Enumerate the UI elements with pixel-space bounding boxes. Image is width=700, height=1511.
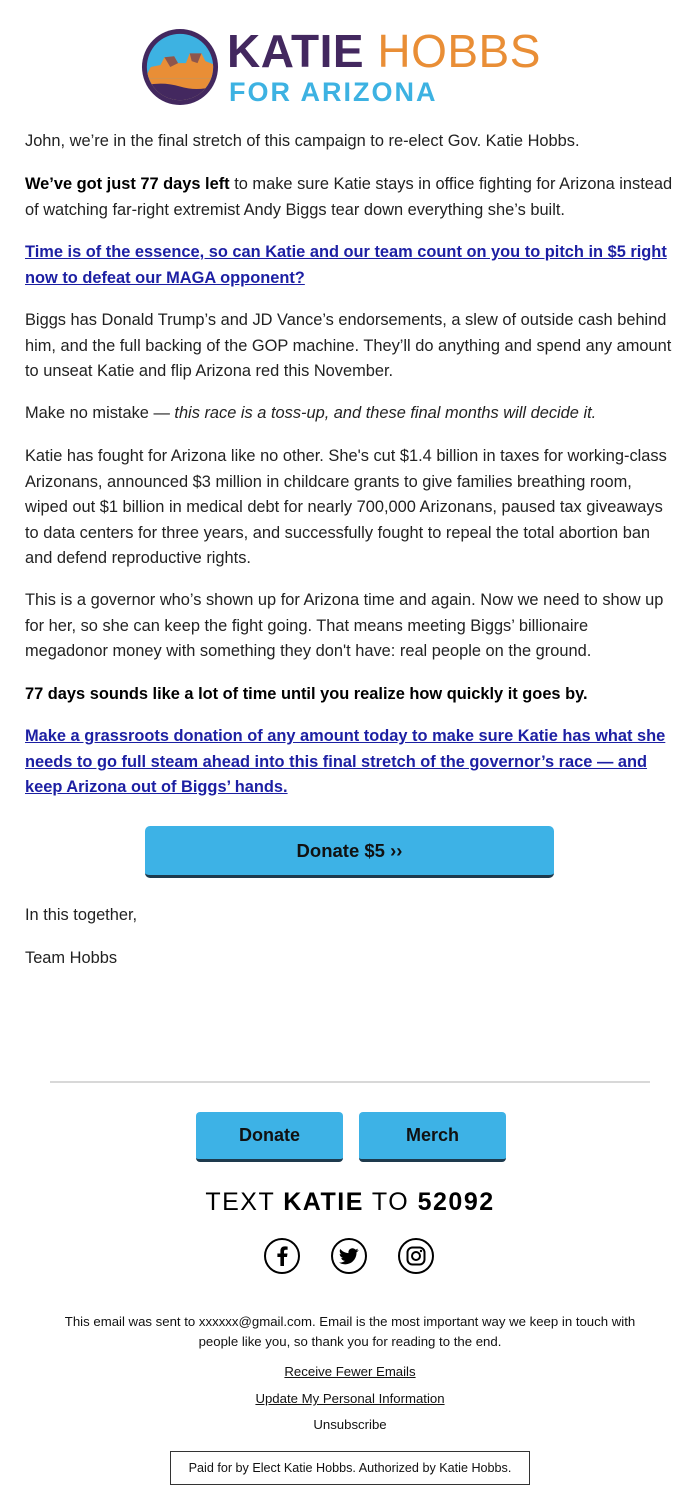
toss-up-paragraph — [25, 401, 673, 427]
days-left-paragraph — [25, 172, 673, 223]
paid-for-disclaimer: Paid for by Elect Katie Hobbs. Authorized by Katie Hobbs. — [170, 1451, 530, 1485]
signature-text: Team Hobbs — [25, 949, 118, 967]
logo-katie: KATIE — [227, 25, 365, 77]
logo-wordmark — [227, 25, 541, 77]
campaign-logo[interactable] — [141, 26, 561, 110]
record-paragraph: Katie has fought for Arizona like no other. She's cut $1.4 billion in taxes for working-class Arizonans, announced $3 million in childcare grants to give families breathing room, wiped out $1 billion in medical debt for nearly 700,000 Arizonans, paused tax giveaways to data centers for three years, and successfully fought to repeal the total abortion ban and defend reproductive rights. — [25, 447, 667, 567]
unsubscribe-link[interactable]: Unsubscribe — [313, 1417, 387, 1432]
text-prefix: TEXT — [205, 1188, 284, 1216]
grassroots-appeal-paragraph — [25, 724, 675, 801]
donate-5-button[interactable]: Donate $5 ›› — [145, 826, 554, 878]
signoff-text: In this together, — [25, 906, 138, 924]
toss-up-lead: Make no mistake — — [25, 404, 175, 422]
email-notice: This email was sent to xxxxxx@gmail.com. Email is the most important way we keep in touch with people like you, so thank you for reading to the end. — [64, 1314, 636, 1349]
update-personal-info-link[interactable]: Update My Personal Information — [255, 1391, 445, 1406]
facebook-icon[interactable] — [264, 1238, 300, 1274]
logo-hobbs: HOBBS — [377, 25, 541, 77]
arizona-mesa-emblem-icon — [141, 28, 219, 106]
fewer-emails-row — [0, 1363, 700, 1381]
instagram-glyph — [406, 1246, 426, 1266]
receive-fewer-emails-link[interactable]: Receive Fewer Emails — [284, 1364, 416, 1379]
logo-tagline: FOR ARIZONA — [229, 77, 438, 107]
show-up-paragraph: This is a governor who’s shown up for Arizona time and again. Now we need to show up for her, so she can keep the fight going. That means meeting Biggs’ billionaire megadonor money with something they don't have: real people on the ground. — [25, 591, 664, 660]
opponent-paragraph: Biggs has Donald Trump’s and JD Vance’s endorsements, a slew of outside cash behind him, and the full backing of the GOP machine. They’ll do anything and spend any amount to unseat Katie and flip Arizona red this November. — [25, 311, 672, 380]
intro-paragraph: John, we’re in the final stretch of this campaign to re-elect Gov. Katie Hobbs. — [25, 132, 580, 150]
unsubscribe-row — [0, 1416, 700, 1434]
text-keyword: KATIE — [283, 1188, 364, 1216]
instagram-icon[interactable] — [398, 1238, 434, 1274]
footer-divider — [50, 1081, 650, 1083]
days-left-emphasis: We’ve got just 77 days left — [25, 175, 230, 193]
text-number: 52092 — [417, 1188, 495, 1216]
twitter-glyph — [339, 1248, 359, 1265]
time-emphasis-line: 77 days sounds like a lot of time until you realize how quickly it goes by. — [25, 685, 588, 703]
grassroots-donation-link[interactable]: Make a grassroots donation of any amount today to make sure Katie has what she needs to go full steam ahead into this final stretch of the governor’s race — and keep Arizona out of Biggs’ hands. — [25, 727, 666, 796]
twitter-icon[interactable] — [331, 1238, 367, 1274]
days-left-rest: to make sure Katie stays in office fighting for Arizona instead of watching far-right extremist Andy Biggs tear down everything she’s built. — [25, 175, 673, 219]
toss-up-italic: this race is a toss-up, and these final months will decide it. — [174, 404, 597, 422]
text-mid: TO — [363, 1188, 418, 1216]
update-info-row — [0, 1390, 700, 1408]
text-to-join — [0, 1186, 700, 1218]
donate-appeal-paragraph — [25, 240, 673, 291]
footer-donate-button[interactable]: Donate — [196, 1112, 343, 1162]
donate-5-link[interactable]: Time is of the essence, so can Katie and our team count on you to pitch in $5 right now to defeat our MAGA opponent? — [25, 243, 667, 287]
footer-merch-button[interactable]: Merch — [359, 1112, 506, 1162]
facebook-glyph — [275, 1246, 289, 1266]
